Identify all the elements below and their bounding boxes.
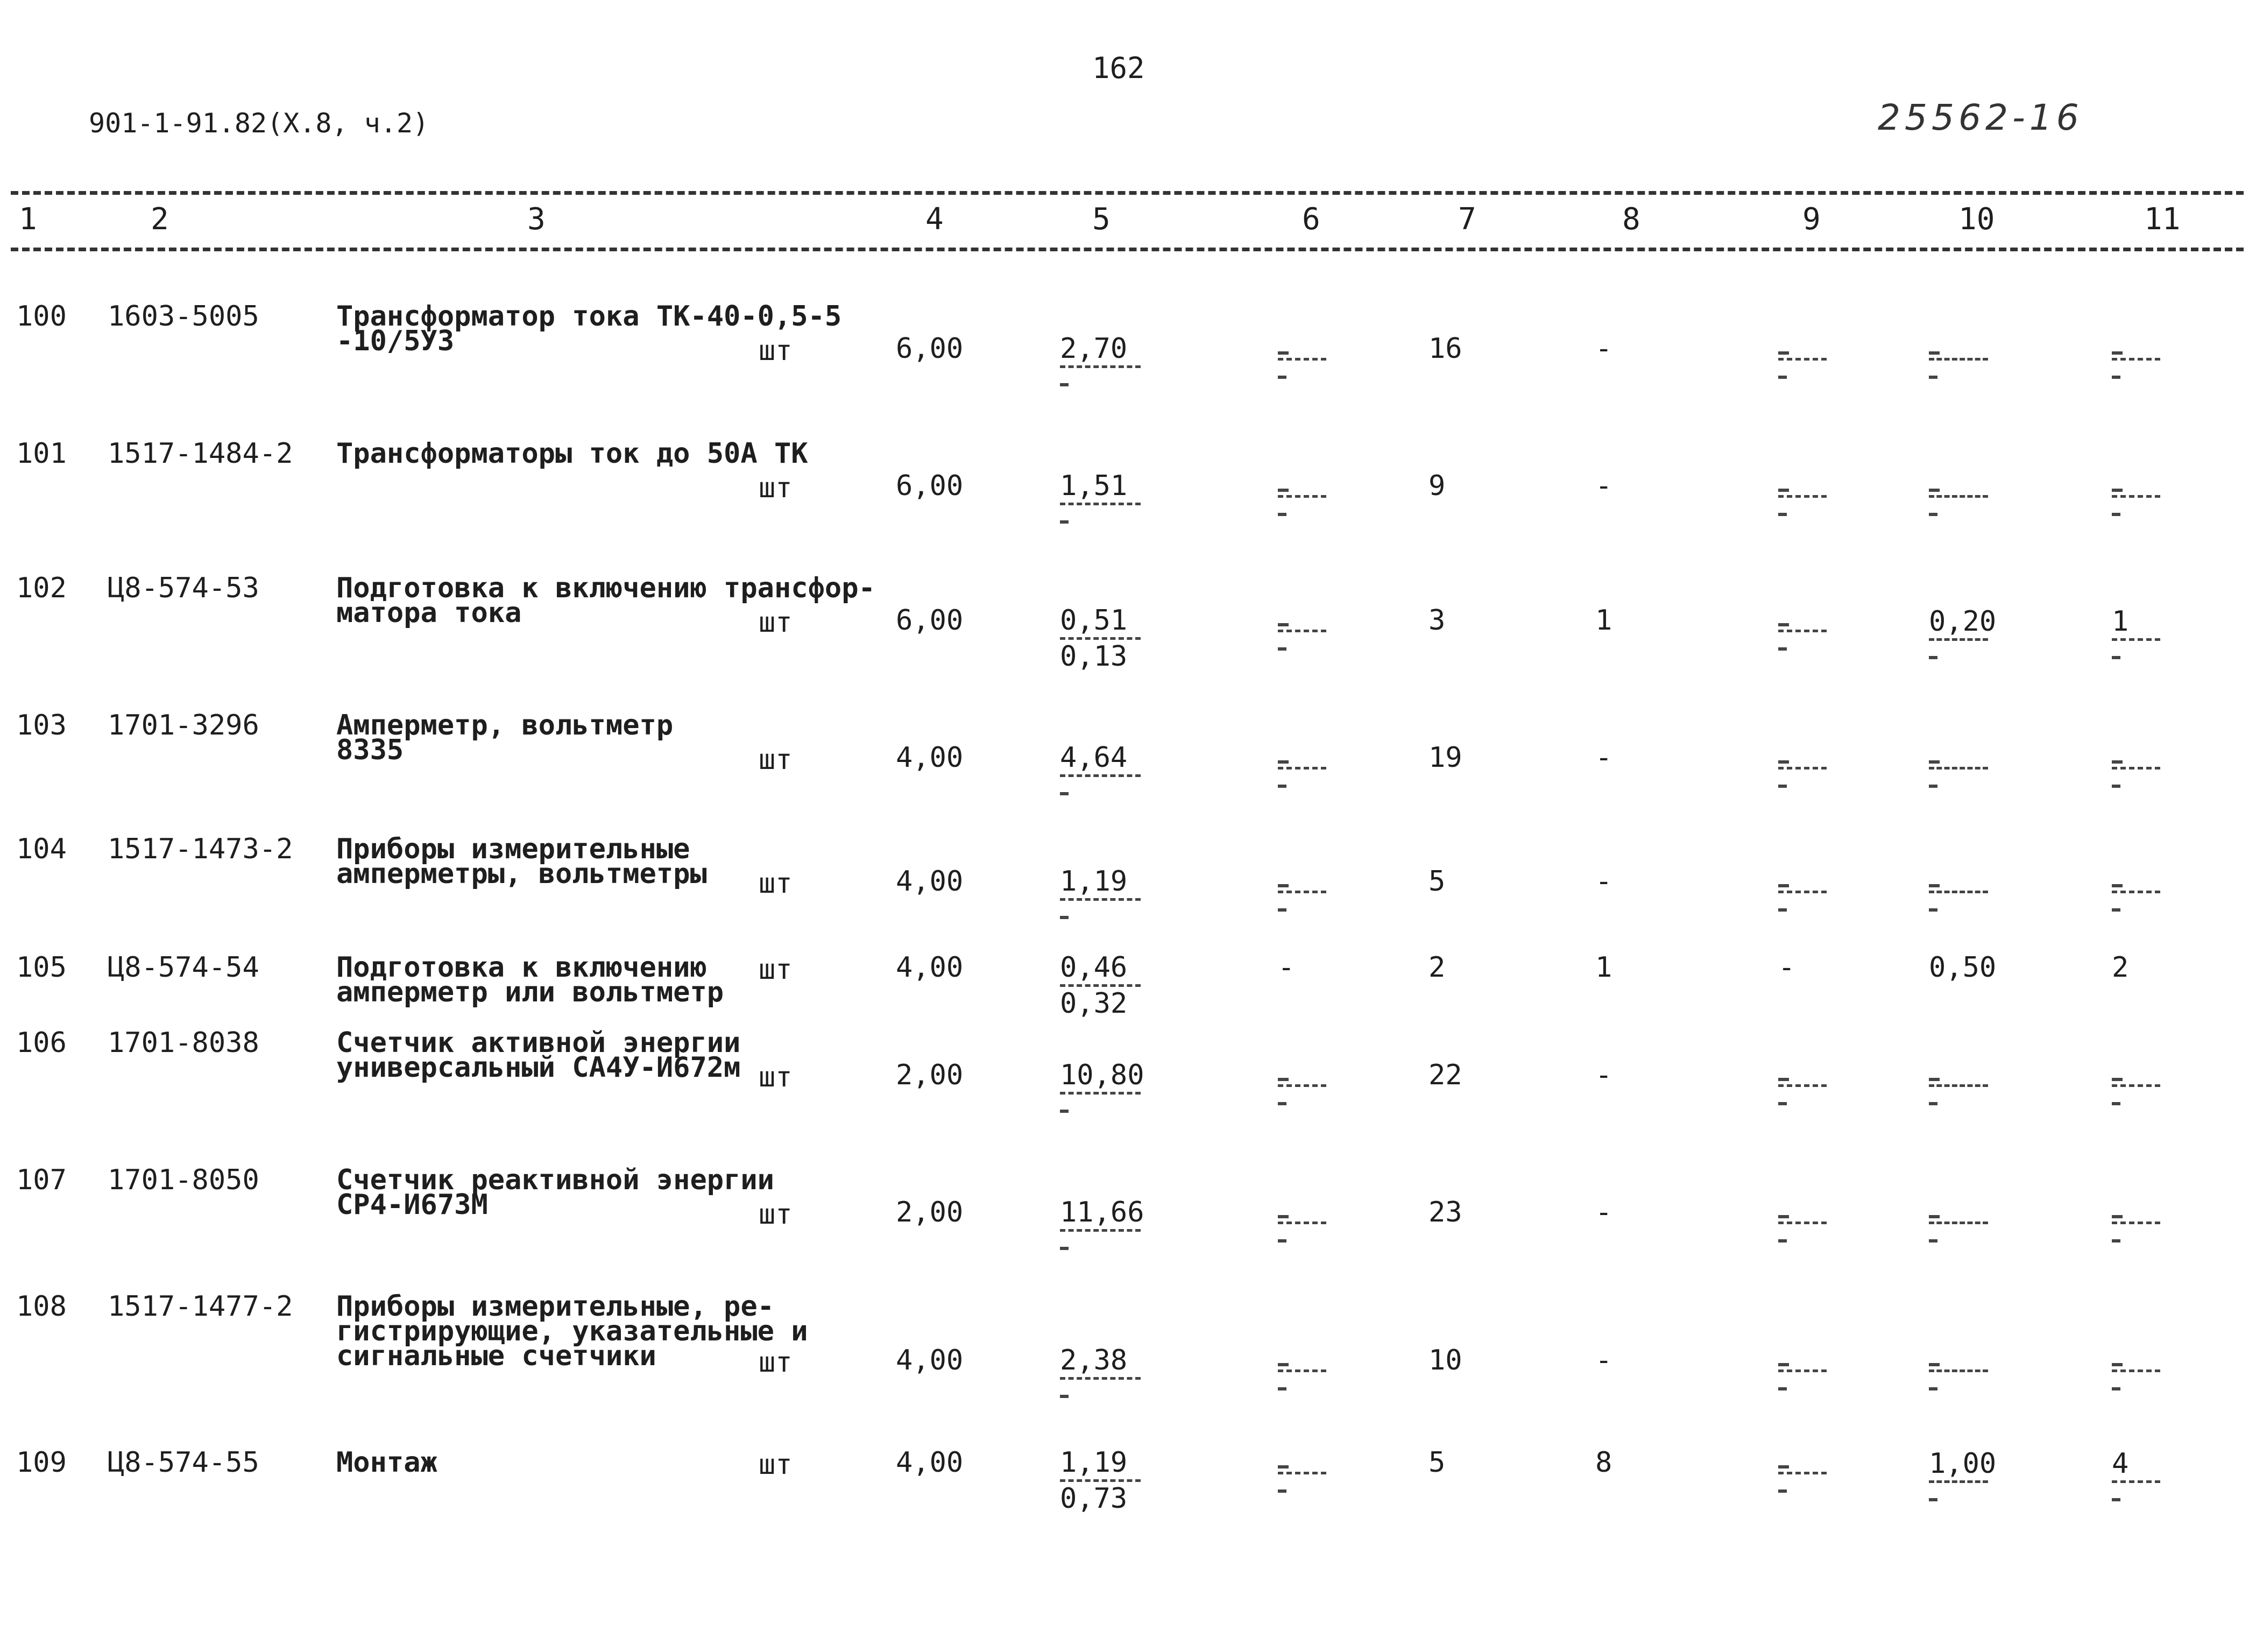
row-code: 1603-5005 bbox=[108, 300, 259, 333]
row-col5 bbox=[1060, 951, 1141, 1020]
row-col5 bbox=[1060, 1344, 1141, 1398]
row-quantity: 6,00 bbox=[896, 333, 964, 365]
row-col7: 5 bbox=[1428, 1446, 1446, 1479]
row-col11-fraction-line bbox=[2112, 1369, 2160, 1372]
row-description bbox=[336, 1290, 808, 1372]
row-description bbox=[336, 572, 875, 629]
row-col9-top bbox=[1778, 1078, 1789, 1081]
row-col9-bottom bbox=[1778, 908, 1787, 912]
row-col6-bottom bbox=[1278, 1489, 1286, 1493]
row-col6-bottom bbox=[1278, 1239, 1286, 1242]
row-col9-top bbox=[1778, 1215, 1789, 1218]
row-col11-bottom bbox=[2112, 1498, 2120, 1501]
row-col11-bottom bbox=[2112, 513, 2120, 516]
row-col11 bbox=[2112, 1200, 2160, 1242]
row-col6-bottom bbox=[1278, 376, 1286, 379]
row-col11 bbox=[2112, 605, 2160, 659]
row-code: Ц8-574-55 bbox=[108, 1446, 259, 1479]
row-col7: 16 bbox=[1428, 333, 1462, 365]
row-col11: 2 bbox=[2112, 951, 2129, 984]
row-col8: - bbox=[1595, 1059, 1613, 1091]
row-col5 bbox=[1060, 1446, 1141, 1515]
row-col9-fraction-line bbox=[1778, 1369, 1827, 1372]
row-col6-fraction-line bbox=[1278, 495, 1326, 498]
column-header-6: 6 bbox=[1302, 202, 1320, 237]
row-col7: 10 bbox=[1428, 1344, 1462, 1376]
row-col5-bottom bbox=[1060, 1247, 1069, 1250]
row-quantity: 4,00 bbox=[896, 951, 964, 984]
row-col5 bbox=[1060, 604, 1141, 673]
row-col8: 1 bbox=[1595, 604, 1613, 637]
row-col9-fraction-line bbox=[1778, 1222, 1827, 1224]
row-col9-fraction-line bbox=[1778, 1472, 1827, 1474]
header-top-rule bbox=[11, 191, 2244, 195]
row-quantity: 6,00 bbox=[896, 470, 964, 502]
row-col8: - bbox=[1595, 865, 1613, 898]
row-unit: шт bbox=[759, 1346, 793, 1379]
row-col5-bottom: 0,32 bbox=[1060, 987, 1128, 1020]
row-col10-top bbox=[1929, 351, 1940, 355]
column-header-3: 3 bbox=[527, 202, 546, 237]
row-col10-bottom bbox=[1929, 656, 1937, 659]
row-col10-top: 0,20 bbox=[1929, 605, 1997, 638]
row-col10-top bbox=[1929, 884, 1940, 887]
row-col11-fraction-line bbox=[2112, 638, 2160, 641]
row-col9-fraction-line bbox=[1778, 358, 1827, 361]
column-header-11: 11 bbox=[2144, 202, 2181, 237]
row-col6-fraction-line bbox=[1278, 630, 1326, 632]
row-code: 1701-3296 bbox=[108, 709, 259, 742]
row-description bbox=[336, 951, 724, 1008]
row-col6 bbox=[1278, 1450, 1326, 1493]
row-col6 bbox=[1278, 745, 1326, 788]
row-col11-fraction-line bbox=[2112, 495, 2160, 498]
row-col5-bottom bbox=[1060, 792, 1069, 795]
row-col6-fraction-line bbox=[1278, 358, 1326, 361]
row-col5-fraction-line bbox=[1060, 898, 1141, 901]
row-col9-fraction-line bbox=[1778, 767, 1827, 769]
row-col5-top: 2,38 bbox=[1060, 1344, 1128, 1376]
row-col5-fraction-line bbox=[1060, 774, 1141, 777]
row-col6-bottom bbox=[1278, 513, 1286, 516]
row-code: 1517-1473-2 bbox=[108, 833, 293, 865]
description-line: Монтаж bbox=[336, 1446, 437, 1479]
description-line: амперметры, вольтметры bbox=[336, 858, 707, 890]
row-col6-fraction-line bbox=[1278, 1084, 1326, 1087]
row-col9-top bbox=[1778, 760, 1789, 764]
column-header-1: 1 bbox=[19, 202, 37, 237]
page-number: 162 bbox=[1092, 51, 1145, 85]
row-col6-bottom bbox=[1278, 647, 1286, 651]
row-col6 bbox=[1278, 1348, 1326, 1390]
description-line: Амперметр, вольтметр bbox=[336, 709, 674, 742]
row-col11-top bbox=[2112, 884, 2123, 887]
row-col10-top bbox=[1929, 760, 1940, 764]
row-col10 bbox=[1929, 474, 1988, 516]
row-col8: - bbox=[1595, 333, 1613, 365]
row-col9-top bbox=[1778, 884, 1789, 887]
row-number: 105 bbox=[16, 951, 67, 984]
row-number: 102 bbox=[16, 572, 67, 604]
description-line: Подготовка к включению трансфор- bbox=[336, 572, 875, 604]
row-col10-bottom bbox=[1929, 513, 1937, 516]
row-code: Ц8-574-54 bbox=[108, 951, 259, 984]
row-col10-bottom bbox=[1929, 1387, 1937, 1390]
description-line: 8335 bbox=[336, 734, 404, 766]
column-header-2: 2 bbox=[151, 202, 169, 237]
row-col10 bbox=[1929, 1200, 1988, 1242]
row-col9 bbox=[1778, 869, 1827, 912]
row-col9-top bbox=[1778, 623, 1789, 626]
row-col5-fraction-line bbox=[1060, 1377, 1141, 1380]
row-col9-bottom bbox=[1778, 1489, 1787, 1493]
column-header-10: 10 bbox=[1958, 202, 1995, 237]
row-col8: - bbox=[1595, 470, 1613, 502]
row-col10: 0,50 bbox=[1929, 951, 1997, 984]
description-line: Счетчик реактивной энергии bbox=[336, 1164, 774, 1196]
row-col11-fraction-line bbox=[2112, 767, 2160, 769]
row-col10-fraction-line bbox=[1929, 495, 1988, 498]
row-col5-top: 1,19 bbox=[1060, 1446, 1128, 1479]
row-description bbox=[336, 1027, 741, 1084]
row-col5-top: 1,19 bbox=[1060, 865, 1128, 898]
row-col9-bottom bbox=[1778, 647, 1787, 651]
row-col11-fraction-line bbox=[2112, 1084, 2160, 1087]
row-col5-fraction-line bbox=[1060, 1092, 1141, 1095]
row-unit: шт bbox=[759, 472, 793, 504]
row-col5-top: 0,51 bbox=[1060, 604, 1128, 637]
row-col10-top bbox=[1929, 1215, 1940, 1218]
row-unit: шт bbox=[759, 744, 793, 776]
row-col6-fraction-line bbox=[1278, 767, 1326, 769]
row-description bbox=[336, 709, 674, 766]
row-col9-bottom bbox=[1778, 1102, 1787, 1105]
row-col6: - bbox=[1278, 951, 1295, 984]
row-col10-top: 1,00 bbox=[1929, 1448, 1997, 1480]
row-col5 bbox=[1060, 865, 1141, 919]
row-col6-bottom bbox=[1278, 908, 1286, 912]
row-col10-fraction-line bbox=[1929, 1084, 1988, 1087]
row-col11-bottom bbox=[2112, 1239, 2120, 1242]
row-unit: шт bbox=[759, 954, 793, 986]
description-line: Трансформаторы ток до 50А ТК bbox=[336, 437, 808, 470]
row-col9-fraction-line bbox=[1778, 495, 1827, 498]
row-col9-top bbox=[1778, 1465, 1789, 1469]
row-col9: - bbox=[1778, 951, 1795, 984]
row-col11-bottom bbox=[2112, 785, 2120, 788]
row-col11 bbox=[2112, 1063, 2160, 1105]
row-col5-bottom bbox=[1060, 1395, 1069, 1398]
row-number: 107 bbox=[16, 1164, 67, 1196]
row-col6-top bbox=[1278, 884, 1289, 887]
row-col6-top bbox=[1278, 1078, 1289, 1081]
row-quantity: 4,00 bbox=[896, 1344, 964, 1376]
row-code: 1701-8050 bbox=[108, 1164, 259, 1196]
row-code: 1701-8038 bbox=[108, 1027, 259, 1059]
row-col11-top: 1 bbox=[2112, 605, 2129, 638]
row-col10 bbox=[1929, 869, 1988, 912]
row-col10-bottom bbox=[1929, 908, 1937, 912]
row-col10-top bbox=[1929, 1078, 1940, 1081]
row-col6-fraction-line bbox=[1278, 891, 1326, 893]
row-col8: - bbox=[1595, 1196, 1613, 1229]
row-col6 bbox=[1278, 608, 1326, 651]
row-quantity: 4,00 bbox=[896, 865, 964, 898]
row-col11-top bbox=[2112, 489, 2123, 492]
row-quantity: 6,00 bbox=[896, 604, 964, 637]
row-col5-fraction-line bbox=[1060, 365, 1141, 368]
row-col10-bottom bbox=[1929, 376, 1937, 379]
row-col11 bbox=[2112, 336, 2160, 379]
row-col11-top bbox=[2112, 1363, 2123, 1366]
row-col7: 22 bbox=[1428, 1059, 1462, 1091]
row-col5-top: 0,46 bbox=[1060, 951, 1128, 984]
description-line: Подготовка к включению bbox=[336, 951, 707, 984]
row-col5 bbox=[1060, 744, 1141, 795]
row-col6-top bbox=[1278, 1465, 1289, 1469]
row-col9 bbox=[1778, 474, 1827, 516]
row-code: 1517-1477-2 bbox=[108, 1290, 293, 1323]
row-col11 bbox=[2112, 745, 2160, 788]
description-line: гистрирующие, указательные и bbox=[336, 1315, 808, 1347]
row-col5 bbox=[1060, 472, 1141, 524]
row-col10 bbox=[1929, 1348, 1988, 1390]
row-col9-bottom bbox=[1778, 1239, 1787, 1242]
row-col6 bbox=[1278, 1063, 1326, 1105]
row-col9 bbox=[1778, 1450, 1827, 1493]
row-col5-fraction-line bbox=[1060, 503, 1141, 505]
description-line: универсальный СА4У-И672м bbox=[336, 1051, 741, 1084]
row-code: 1517-1484-2 bbox=[108, 437, 293, 470]
row-col10-fraction-line bbox=[1929, 767, 1988, 769]
row-col11-top: 4 bbox=[2112, 1448, 2129, 1480]
row-unit: шт bbox=[759, 1449, 793, 1481]
description-line: сигнальные счетчики bbox=[336, 1340, 656, 1372]
row-col11-bottom bbox=[2112, 1102, 2120, 1105]
row-number: 108 bbox=[16, 1290, 67, 1323]
row-col10 bbox=[1929, 1450, 1996, 1501]
row-col5-top: 10,80 bbox=[1060, 1059, 1144, 1091]
row-col5-fraction-line bbox=[1060, 1229, 1141, 1232]
row-col10 bbox=[1929, 605, 1997, 659]
row-col9-top bbox=[1778, 1363, 1789, 1366]
row-description bbox=[336, 1164, 774, 1221]
description-line: Приборы измерительные, ре- bbox=[336, 1290, 774, 1323]
row-col7: 2 bbox=[1428, 951, 1446, 984]
row-col7: 19 bbox=[1428, 742, 1462, 774]
row-col5-fraction-line bbox=[1060, 637, 1141, 640]
row-col8: 8 bbox=[1595, 1446, 1613, 1479]
row-col6-fraction-line bbox=[1278, 1222, 1326, 1224]
row-quantity: 2,00 bbox=[896, 1196, 964, 1229]
row-col9-bottom bbox=[1778, 376, 1787, 379]
row-col6-fraction-line bbox=[1278, 1472, 1326, 1474]
row-col11 bbox=[2112, 1348, 2160, 1390]
row-col6-top bbox=[1278, 760, 1289, 764]
row-col9-bottom bbox=[1778, 513, 1787, 516]
row-col9 bbox=[1778, 608, 1827, 651]
row-col5-bottom bbox=[1060, 916, 1069, 919]
row-col8: - bbox=[1595, 1344, 1613, 1376]
row-col11-bottom bbox=[2112, 656, 2120, 659]
description-line: -10/5У3 bbox=[336, 325, 455, 357]
row-description bbox=[336, 833, 707, 890]
row-number: 109 bbox=[16, 1446, 67, 1479]
row-col9-fraction-line bbox=[1778, 630, 1827, 632]
row-number: 103 bbox=[16, 709, 67, 742]
row-unit: шт bbox=[759, 867, 793, 900]
row-col10-fraction-line bbox=[1929, 358, 1988, 361]
row-col10-fraction-line bbox=[1929, 1480, 1988, 1483]
row-col11-top bbox=[2112, 1078, 2123, 1081]
row-col6-bottom bbox=[1278, 1387, 1286, 1390]
row-number: 100 bbox=[16, 300, 67, 333]
row-col6 bbox=[1278, 474, 1326, 516]
row-col5-top: 4,64 bbox=[1060, 742, 1128, 774]
row-col5-top: 1,51 bbox=[1060, 470, 1128, 502]
row-col10 bbox=[1929, 1063, 1988, 1105]
row-col5-bottom bbox=[1060, 383, 1069, 386]
row-col6-bottom bbox=[1278, 785, 1286, 788]
row-col11-fraction-line bbox=[2112, 358, 2160, 361]
row-col11-bottom bbox=[2112, 1387, 2120, 1390]
row-col9-top bbox=[1778, 489, 1789, 492]
document-code: 901-1-91.82(X.8, ч.2) bbox=[89, 108, 429, 139]
row-col10 bbox=[1929, 336, 1988, 379]
row-col6 bbox=[1278, 336, 1326, 379]
column-header-5: 5 bbox=[1092, 202, 1111, 237]
row-unit: шт bbox=[759, 335, 793, 367]
description-line: матора тока bbox=[336, 597, 522, 629]
row-col6-bottom bbox=[1278, 1102, 1286, 1105]
row-col6-top bbox=[1278, 623, 1289, 626]
row-col10-fraction-line bbox=[1929, 1369, 1988, 1372]
row-col5-top: 2,70 bbox=[1060, 333, 1128, 365]
row-col10-fraction-line bbox=[1929, 638, 1988, 641]
row-col5-fraction-line bbox=[1060, 1479, 1141, 1482]
row-col10-fraction-line bbox=[1929, 1222, 1988, 1224]
row-unit: шт bbox=[759, 1198, 793, 1231]
column-header-9: 9 bbox=[1802, 202, 1821, 237]
row-col11 bbox=[2112, 1450, 2160, 1501]
row-col10-bottom bbox=[1929, 785, 1937, 788]
row-col10-bottom bbox=[1929, 1498, 1937, 1501]
row-col9-bottom bbox=[1778, 1387, 1787, 1390]
row-col5-fraction-line bbox=[1060, 984, 1141, 987]
row-col5 bbox=[1060, 1196, 1144, 1250]
row-col10-top bbox=[1929, 489, 1940, 492]
row-quantity: 4,00 bbox=[896, 742, 964, 774]
row-col5-bottom: 0,73 bbox=[1060, 1482, 1128, 1515]
row-col9-fraction-line bbox=[1778, 1084, 1827, 1087]
row-col11-fraction-line bbox=[2112, 891, 2160, 893]
row-unit: шт bbox=[759, 1061, 793, 1093]
row-col11-fraction-line bbox=[2112, 1480, 2160, 1483]
description-line: амперметр или вольтметр bbox=[336, 976, 724, 1008]
row-col8: 1 bbox=[1595, 951, 1613, 984]
row-col6-top bbox=[1278, 351, 1289, 355]
row-col5 bbox=[1060, 1059, 1144, 1113]
row-col11 bbox=[2112, 869, 2160, 912]
handwritten-number: 25562-16 bbox=[1878, 97, 2083, 138]
row-col6-fraction-line bbox=[1278, 1369, 1326, 1372]
row-unit: шт bbox=[759, 606, 793, 639]
row-col11-top bbox=[2112, 351, 2123, 355]
column-header-8: 8 bbox=[1622, 202, 1640, 237]
row-col9 bbox=[1778, 745, 1827, 788]
row-number: 104 bbox=[16, 833, 67, 865]
row-col7: 9 bbox=[1428, 470, 1446, 502]
row-col6 bbox=[1278, 869, 1326, 912]
row-col9-top bbox=[1778, 351, 1789, 355]
row-code: Ц8-574-53 bbox=[108, 572, 259, 604]
header-bottom-rule bbox=[11, 248, 2244, 251]
row-col10 bbox=[1929, 745, 1988, 788]
column-header-7: 7 bbox=[1458, 202, 1476, 237]
row-col5-bottom: 0,13 bbox=[1060, 640, 1128, 673]
row-quantity: 4,00 bbox=[896, 1446, 964, 1479]
row-col8: - bbox=[1595, 742, 1613, 774]
row-col9 bbox=[1778, 336, 1827, 379]
row-col11-fraction-line bbox=[2112, 1222, 2160, 1224]
row-col11-top bbox=[2112, 760, 2123, 764]
row-col9-fraction-line bbox=[1778, 891, 1827, 893]
row-col9-bottom bbox=[1778, 785, 1787, 788]
row-col11-bottom bbox=[2112, 376, 2120, 379]
row-description bbox=[336, 437, 808, 470]
row-col11-bottom bbox=[2112, 908, 2120, 912]
row-col5-top: 11,66 bbox=[1060, 1196, 1144, 1229]
row-number: 101 bbox=[16, 437, 67, 470]
row-col5-bottom bbox=[1060, 520, 1069, 524]
row-col10-fraction-line bbox=[1929, 891, 1988, 893]
row-col6-top bbox=[1278, 1363, 1289, 1366]
row-col6 bbox=[1278, 1200, 1326, 1242]
description-line: Счетчик активной энергии bbox=[336, 1027, 741, 1059]
row-col11-top bbox=[2112, 1215, 2123, 1218]
description-line: СР4-И673М bbox=[336, 1189, 488, 1221]
row-col11 bbox=[2112, 474, 2160, 516]
column-header-4: 4 bbox=[925, 202, 944, 237]
row-col9 bbox=[1778, 1200, 1827, 1242]
description-line: Трансформатор тока ТК-40-0,5-5 bbox=[336, 300, 842, 333]
row-quantity: 2,00 bbox=[896, 1059, 964, 1091]
row-col10-bottom bbox=[1929, 1102, 1937, 1105]
description-line: Приборы измерительные bbox=[336, 833, 690, 865]
row-col9 bbox=[1778, 1348, 1827, 1390]
row-col9 bbox=[1778, 1063, 1827, 1105]
row-col7: 23 bbox=[1428, 1196, 1462, 1229]
row-col5-bottom bbox=[1060, 1110, 1069, 1113]
row-col5 bbox=[1060, 335, 1141, 386]
row-col7: 3 bbox=[1428, 604, 1446, 637]
row-col10-top bbox=[1929, 1363, 1940, 1366]
row-number: 106 bbox=[16, 1027, 67, 1059]
row-col7: 5 bbox=[1428, 865, 1446, 898]
row-description bbox=[336, 1446, 437, 1479]
row-col6-top bbox=[1278, 489, 1289, 492]
row-col6-top bbox=[1278, 1215, 1289, 1218]
row-col10-bottom bbox=[1929, 1239, 1937, 1242]
